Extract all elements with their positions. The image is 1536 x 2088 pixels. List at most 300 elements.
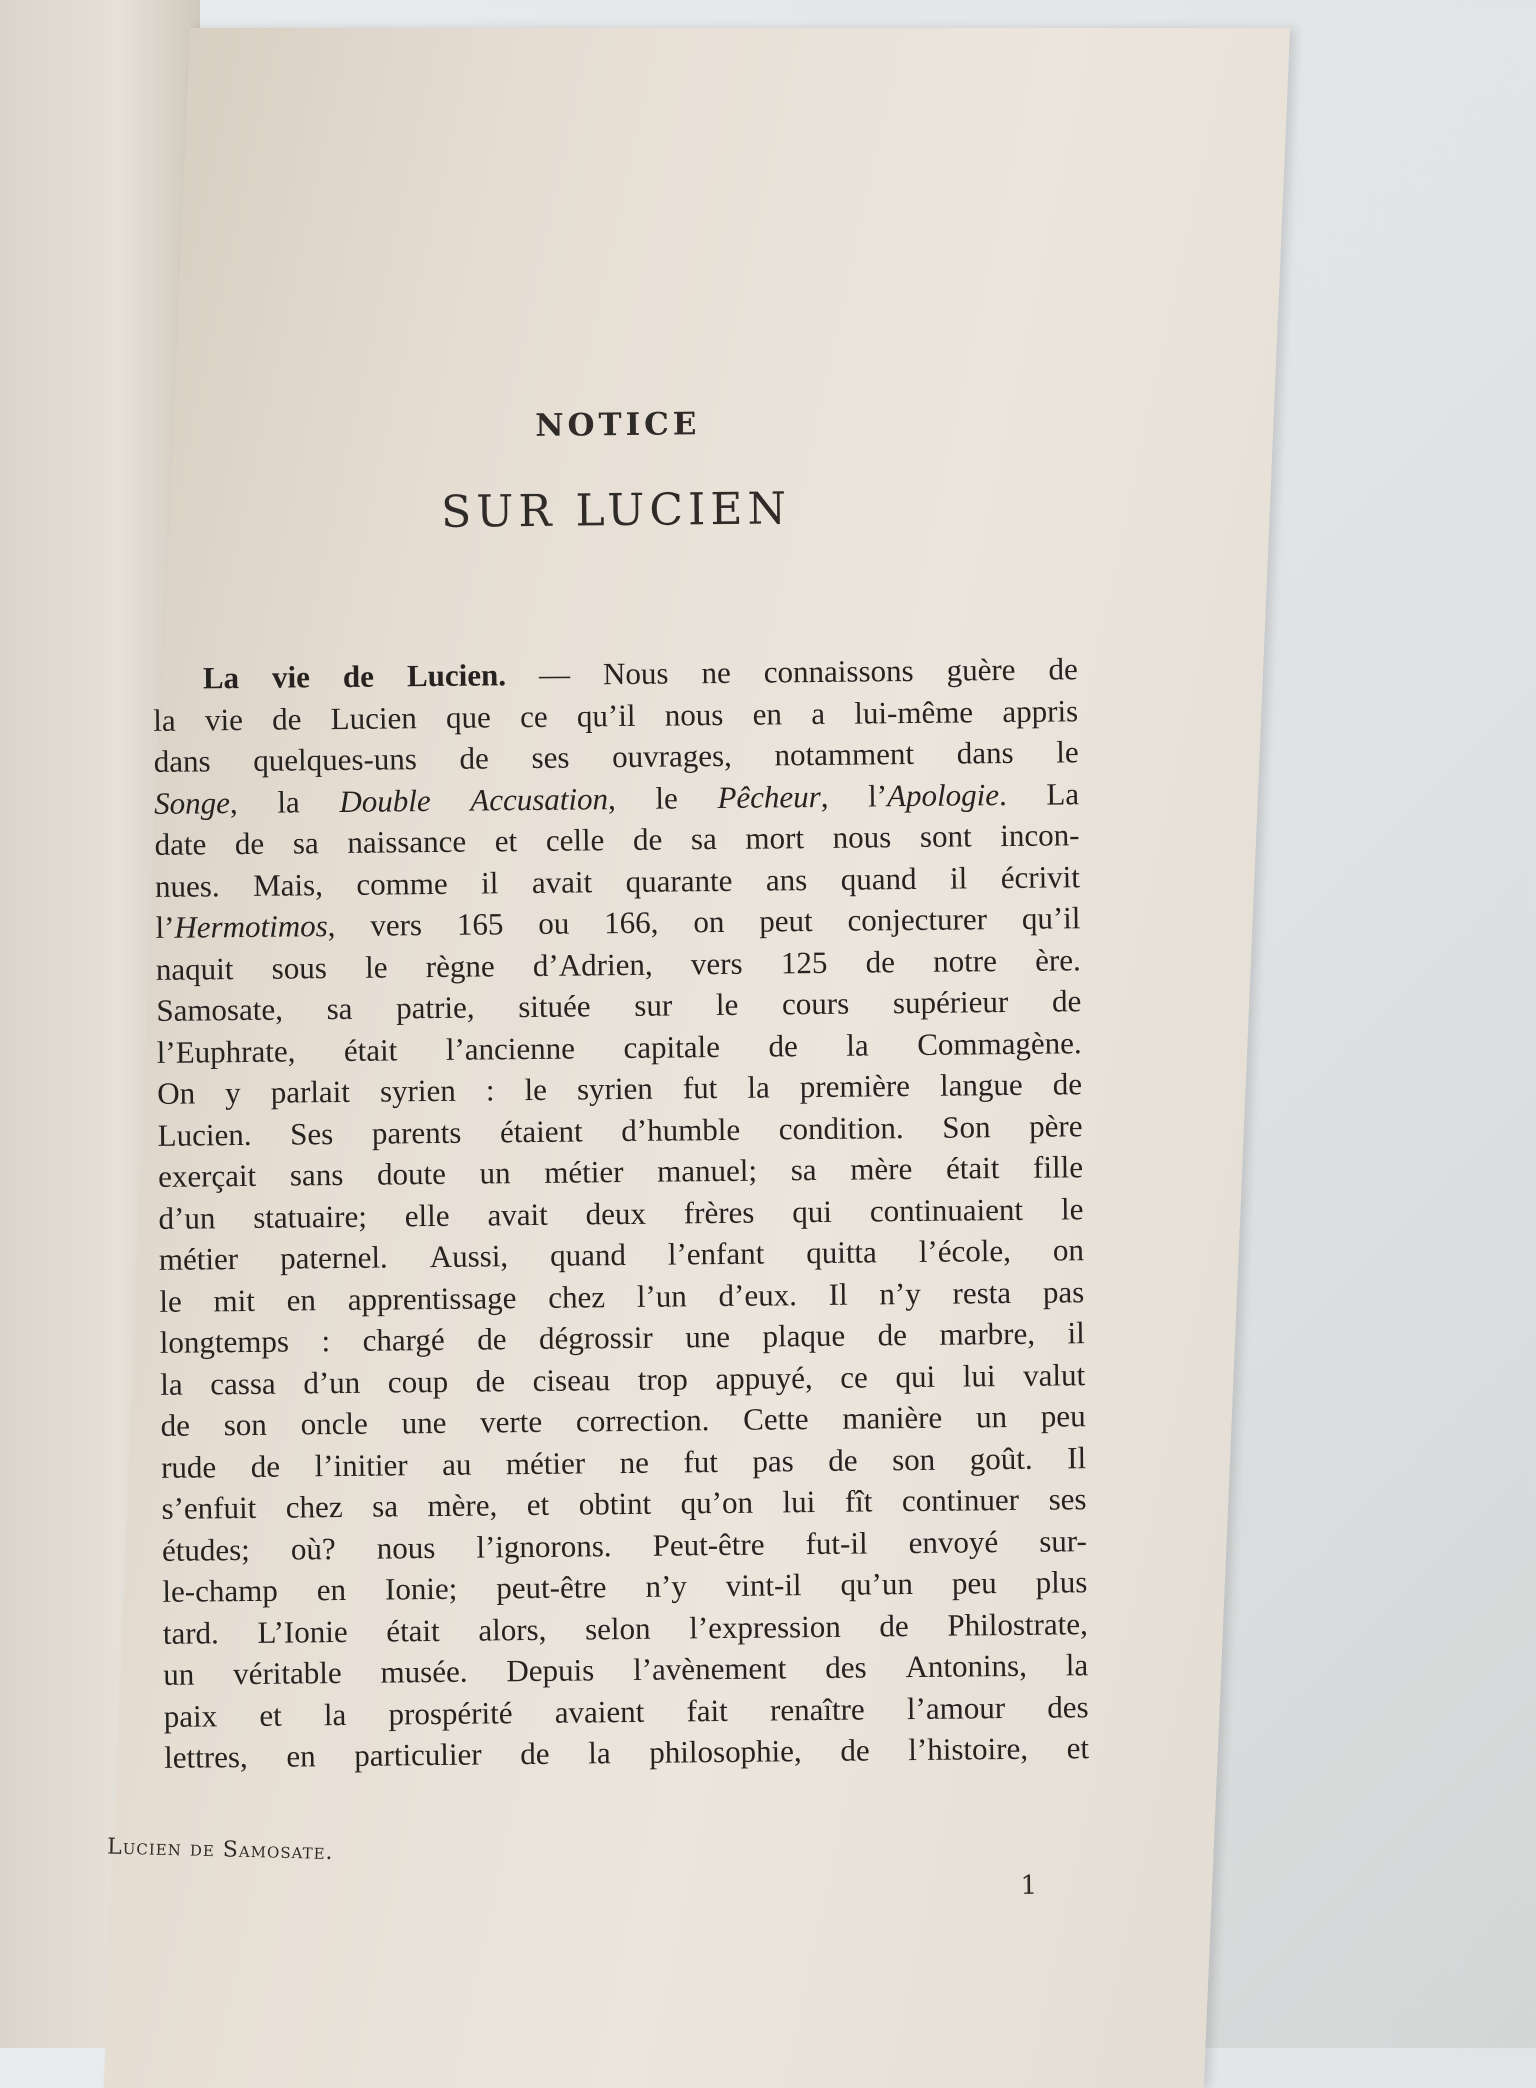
word-part: Ses xyxy=(289,1115,334,1152)
word-part: de xyxy=(1052,1066,1083,1102)
word-part: langue xyxy=(939,1066,1023,1103)
word-part: de xyxy=(828,1442,858,1478)
word xyxy=(477,1318,507,1360)
word xyxy=(154,782,238,824)
word xyxy=(840,1563,913,1605)
word xyxy=(779,1107,904,1150)
word xyxy=(532,1359,610,1401)
word-part: mère xyxy=(850,1151,913,1187)
word-part: appuyé, xyxy=(715,1359,813,1396)
word xyxy=(161,1487,256,1529)
word xyxy=(892,1438,936,1480)
word-part: l’amour xyxy=(906,1689,1006,1726)
word-part: que xyxy=(445,698,492,735)
word xyxy=(840,1356,868,1398)
word xyxy=(478,1608,546,1650)
word xyxy=(154,823,206,865)
word xyxy=(372,1111,462,1153)
word-part: l’ xyxy=(155,909,175,945)
word-part: , xyxy=(327,908,336,944)
word-part: le-champ xyxy=(162,1572,278,1609)
word-part: d’un xyxy=(303,1364,361,1400)
word-part: notamment xyxy=(774,735,915,773)
word-part: en xyxy=(316,1571,347,1608)
word-part: son xyxy=(223,1406,268,1443)
word-part: naquit xyxy=(155,950,234,987)
word-part: parlait xyxy=(270,1073,351,1110)
word-part: coup xyxy=(387,1363,449,1400)
word-part: pas xyxy=(752,1442,794,1479)
word-part: mort xyxy=(745,820,805,856)
word xyxy=(1043,1271,1085,1313)
word-part: le xyxy=(1060,1190,1084,1226)
word-part: quand xyxy=(840,860,917,897)
word xyxy=(1048,648,1078,690)
word-part: peu xyxy=(951,1565,997,1601)
word-part: : xyxy=(321,1323,331,1359)
word xyxy=(156,989,283,1032)
word xyxy=(495,820,518,862)
word xyxy=(286,1486,343,1528)
word-part: de xyxy=(879,1607,909,1643)
word-part: chargé xyxy=(362,1321,445,1358)
word-part: , xyxy=(820,778,829,814)
word-part: de xyxy=(475,1362,506,1399)
word-part: l’expression xyxy=(689,1608,841,1645)
word-part: Ionie; xyxy=(384,1570,458,1607)
word xyxy=(621,1108,740,1151)
word xyxy=(480,1401,542,1443)
word xyxy=(470,778,616,821)
word-part: date xyxy=(154,826,207,862)
word-part: sa xyxy=(790,1152,817,1188)
word-part: — xyxy=(538,656,571,692)
word xyxy=(879,1272,921,1314)
word-part: le xyxy=(159,1283,182,1319)
word-part: ou xyxy=(538,905,570,941)
word-part: la xyxy=(160,1366,183,1402)
word xyxy=(579,1483,652,1525)
word xyxy=(362,1319,444,1361)
word-part: elle xyxy=(404,1197,450,1233)
word-part: la xyxy=(1065,1647,1089,1683)
word xyxy=(825,1647,867,1689)
word-part: lui-même xyxy=(854,693,974,731)
word-part: fut-il xyxy=(805,1524,868,1561)
word-part: ses xyxy=(1048,1481,1087,1517)
word xyxy=(895,1355,935,1397)
word-part: ce xyxy=(840,1358,869,1395)
word-part: quelques-uns xyxy=(253,741,418,778)
word xyxy=(324,1693,347,1735)
word-part: manière xyxy=(842,1399,943,1436)
word xyxy=(303,1361,360,1403)
word xyxy=(158,1197,215,1239)
word-part: des xyxy=(1047,1688,1089,1725)
word-part: ne xyxy=(619,1444,650,1480)
word-part: obtint xyxy=(578,1485,652,1522)
word-part: quitta xyxy=(806,1234,878,1271)
word xyxy=(290,1154,344,1196)
word xyxy=(160,1321,290,1364)
word-part: 166, xyxy=(604,904,659,941)
word xyxy=(933,940,997,982)
section-lead: La xyxy=(202,660,240,696)
word-part: condition. xyxy=(778,1109,904,1146)
word xyxy=(764,650,914,693)
word xyxy=(766,859,808,901)
word xyxy=(321,1320,330,1362)
word-part: de xyxy=(477,1321,507,1357)
word xyxy=(546,819,605,861)
word xyxy=(544,1151,624,1193)
italic-title: Pêcheur xyxy=(717,778,821,815)
word-part: études; xyxy=(161,1531,250,1568)
word xyxy=(806,1231,877,1273)
word xyxy=(625,859,732,902)
word xyxy=(1023,1354,1085,1396)
word-part: sur- xyxy=(1039,1522,1088,1559)
word xyxy=(233,1652,342,1695)
word-part: lui xyxy=(782,1484,816,1520)
word xyxy=(782,983,850,1025)
word xyxy=(603,653,669,695)
word xyxy=(365,946,388,988)
word-part: Depuis xyxy=(506,1652,595,1689)
word-part: sans xyxy=(289,1156,344,1193)
word-part: et xyxy=(1066,1730,1090,1766)
word-part: La xyxy=(1046,775,1080,812)
word xyxy=(832,816,891,858)
word xyxy=(354,1734,482,1777)
word xyxy=(161,1446,217,1488)
word-part: où? xyxy=(290,1530,336,1567)
word-part: paternel. xyxy=(279,1239,388,1276)
word xyxy=(693,901,724,943)
word-part: continuer xyxy=(901,1481,1020,1519)
word xyxy=(893,981,1009,1024)
word-part: le xyxy=(655,779,678,816)
word xyxy=(1035,1561,1087,1603)
word xyxy=(253,864,323,906)
word xyxy=(585,1192,646,1234)
word-part: on xyxy=(693,903,725,940)
word-part: la xyxy=(323,1696,347,1732)
word xyxy=(905,1645,1027,1688)
word-part: sa xyxy=(326,990,353,1027)
word-part: de xyxy=(632,821,663,857)
word-part: il xyxy=(1067,1315,1085,1351)
word-part: qu’il xyxy=(1021,900,1081,936)
word xyxy=(1039,1520,1087,1562)
word xyxy=(380,1651,467,1693)
word-part: ce xyxy=(519,698,548,734)
word-part: au xyxy=(441,1446,472,1482)
word xyxy=(1066,1727,1089,1769)
word xyxy=(768,1025,798,1067)
word xyxy=(401,1402,446,1444)
word xyxy=(726,1564,802,1606)
word-part: l’ xyxy=(867,777,888,813)
word xyxy=(533,943,653,986)
word xyxy=(385,1568,458,1610)
word xyxy=(879,1605,909,1647)
word xyxy=(947,1603,1088,1646)
word-part: l’école, xyxy=(918,1232,1012,1269)
word-part: mit xyxy=(213,1282,256,1318)
word xyxy=(718,1274,797,1316)
word xyxy=(717,775,828,818)
word xyxy=(286,1279,316,1321)
word xyxy=(163,1612,219,1654)
word-part: verte xyxy=(479,1403,543,1440)
word xyxy=(153,699,176,741)
word xyxy=(370,904,422,946)
word-part: d’humble xyxy=(621,1111,741,1148)
word-part: envoyé xyxy=(908,1523,999,1560)
word-part: le xyxy=(1056,734,1079,770)
word xyxy=(506,1442,586,1484)
word xyxy=(585,1607,651,1649)
word xyxy=(588,1732,611,1774)
word xyxy=(225,1072,241,1114)
word xyxy=(854,691,973,734)
word xyxy=(1053,1063,1083,1105)
word-part: l’Euphrate, xyxy=(156,1032,296,1070)
word-part: de xyxy=(877,1317,908,1353)
word xyxy=(213,1279,255,1321)
word xyxy=(253,1195,367,1238)
word-part: resta xyxy=(952,1274,1012,1311)
word xyxy=(154,740,211,782)
word-part: Samosate, xyxy=(156,991,284,1028)
word-part: sa xyxy=(371,1488,399,1524)
word-part: de xyxy=(160,1407,191,1443)
word xyxy=(159,1238,239,1280)
word xyxy=(380,1070,456,1112)
word xyxy=(683,1067,718,1109)
word-part: Lucien. xyxy=(157,1116,252,1153)
word-part: , xyxy=(229,784,238,820)
word-part: en xyxy=(286,1738,316,1774)
word xyxy=(634,985,672,1027)
word xyxy=(686,1689,728,1731)
word xyxy=(638,1358,688,1400)
word-part: était xyxy=(343,1031,398,1068)
word-part: 125 xyxy=(780,944,828,980)
word xyxy=(377,1153,446,1195)
word-part: longtemps xyxy=(159,1323,290,1360)
word xyxy=(1022,897,1081,939)
word-part: dégrossir xyxy=(538,1319,653,1356)
word-part: Philostrate, xyxy=(947,1605,1088,1643)
word-part: qui xyxy=(895,1358,936,1394)
word-part: parents xyxy=(371,1114,462,1151)
word xyxy=(457,903,504,945)
word xyxy=(520,1733,550,1775)
word-part: plaque xyxy=(762,1317,846,1354)
word xyxy=(203,657,240,699)
word-part: ne xyxy=(701,654,731,691)
word xyxy=(372,1485,398,1527)
word xyxy=(162,1528,250,1570)
word-part: on xyxy=(1052,1232,1085,1268)
word-part: ouvrages, xyxy=(611,737,732,775)
word-part: capitale xyxy=(623,1028,721,1065)
word xyxy=(205,698,243,740)
word-part: fut xyxy=(682,1070,718,1106)
word-part: de xyxy=(234,825,265,862)
word xyxy=(1067,1437,1086,1479)
word-part: cassa xyxy=(210,1365,276,1401)
signature-mark: Lucien de Samosate. xyxy=(106,1834,334,1866)
word xyxy=(257,1610,348,1652)
word xyxy=(747,1066,770,1108)
word-part: en xyxy=(286,1281,317,1318)
word xyxy=(917,1022,1082,1065)
word xyxy=(685,1316,730,1358)
word-part: peut-être xyxy=(496,1569,607,1606)
word-part: tard. xyxy=(162,1614,219,1651)
word xyxy=(446,1027,576,1070)
word-part: règne xyxy=(425,947,495,984)
word-part: n’y xyxy=(645,1568,687,1604)
word xyxy=(841,857,917,899)
word xyxy=(426,945,495,987)
word-part: correction. xyxy=(575,1402,710,1439)
section-lead: de xyxy=(342,658,375,694)
word-part: sont xyxy=(919,818,972,854)
word-part: qu’on xyxy=(680,1484,754,1521)
word xyxy=(356,862,448,904)
word-part: de xyxy=(865,943,896,979)
word-part: continuaient xyxy=(869,1191,1024,1228)
word-part: une xyxy=(685,1318,731,1355)
word xyxy=(840,1729,870,1771)
word xyxy=(907,1687,1006,1730)
word-part: deux xyxy=(585,1195,647,1231)
word xyxy=(496,1566,607,1609)
word-part: connaissons xyxy=(763,652,914,690)
word xyxy=(946,1147,1000,1189)
word xyxy=(459,737,489,779)
word xyxy=(476,1360,506,1402)
word-part: sa xyxy=(292,825,319,861)
word xyxy=(396,987,475,1029)
word-part: dans xyxy=(956,734,1014,771)
word xyxy=(870,1188,1024,1231)
word xyxy=(715,1357,813,1400)
word xyxy=(902,1479,1020,1522)
word-part: l’ignorons. xyxy=(476,1527,612,1565)
word-part: des xyxy=(825,1649,867,1685)
word-part: Cette xyxy=(742,1401,809,1437)
word-part: son xyxy=(891,1441,936,1477)
word-part: mère, xyxy=(427,1487,498,1524)
word xyxy=(280,1237,388,1280)
word xyxy=(920,815,972,857)
word xyxy=(518,985,591,1027)
word xyxy=(1066,1644,1089,1686)
word xyxy=(623,1026,720,1069)
word xyxy=(520,695,548,737)
word xyxy=(645,1565,687,1607)
word xyxy=(429,1235,508,1277)
word-part: , xyxy=(607,780,616,816)
word-part: comme xyxy=(356,865,448,902)
word xyxy=(1061,1188,1084,1230)
word xyxy=(277,781,300,823)
word xyxy=(251,1445,281,1487)
word-part: manuel; xyxy=(657,1152,758,1189)
word-part: vint-il xyxy=(725,1567,802,1603)
word-part: l’ancienne xyxy=(445,1030,576,1067)
word xyxy=(388,1692,512,1735)
word-part: 165 xyxy=(456,906,504,942)
section-lead: Lucien. xyxy=(406,657,507,694)
word xyxy=(479,1152,510,1194)
word-part: nous xyxy=(664,696,724,733)
word-part: supérieur xyxy=(892,983,1009,1021)
word xyxy=(976,1396,1007,1438)
word xyxy=(344,1029,398,1071)
word-part: de xyxy=(250,1448,281,1484)
word xyxy=(1047,1686,1089,1728)
word-part: fît xyxy=(844,1483,873,1519)
word xyxy=(532,861,593,903)
word-part: un xyxy=(975,1399,1008,1435)
word xyxy=(339,780,431,822)
word xyxy=(782,1481,815,1523)
word-part: de xyxy=(768,1027,798,1064)
word xyxy=(877,1314,907,1356)
word-part: Aussi, xyxy=(429,1238,509,1275)
word xyxy=(157,1113,251,1155)
word xyxy=(157,1030,296,1073)
word-part: valut xyxy=(1022,1356,1086,1393)
word-part: la xyxy=(277,783,300,820)
word xyxy=(828,1439,858,1481)
word-part: de xyxy=(271,700,302,737)
word xyxy=(940,1064,1023,1106)
word xyxy=(300,1403,368,1445)
word-part: lettres, xyxy=(163,1739,248,1775)
word xyxy=(683,1441,718,1483)
word xyxy=(800,1065,911,1108)
word-part: quand xyxy=(549,1237,627,1273)
word xyxy=(1056,731,1079,773)
word xyxy=(576,1399,710,1442)
word xyxy=(792,1190,832,1232)
word xyxy=(716,984,739,1026)
word xyxy=(619,1441,649,1483)
word-part: L’Ionie xyxy=(257,1613,348,1650)
word xyxy=(446,696,491,738)
word-part: véritable xyxy=(233,1655,342,1692)
word xyxy=(160,1363,183,1405)
word xyxy=(1002,690,1078,732)
word xyxy=(1046,773,1079,815)
word-part: vers xyxy=(370,907,423,943)
word xyxy=(163,1654,194,1696)
word-part: peut xyxy=(759,903,813,939)
word-part: père xyxy=(1028,1107,1083,1144)
word xyxy=(752,1440,794,1482)
word xyxy=(957,732,1014,774)
word-part: en xyxy=(752,695,783,732)
word-part: notre xyxy=(932,942,998,979)
word-part: était xyxy=(386,1612,440,1649)
